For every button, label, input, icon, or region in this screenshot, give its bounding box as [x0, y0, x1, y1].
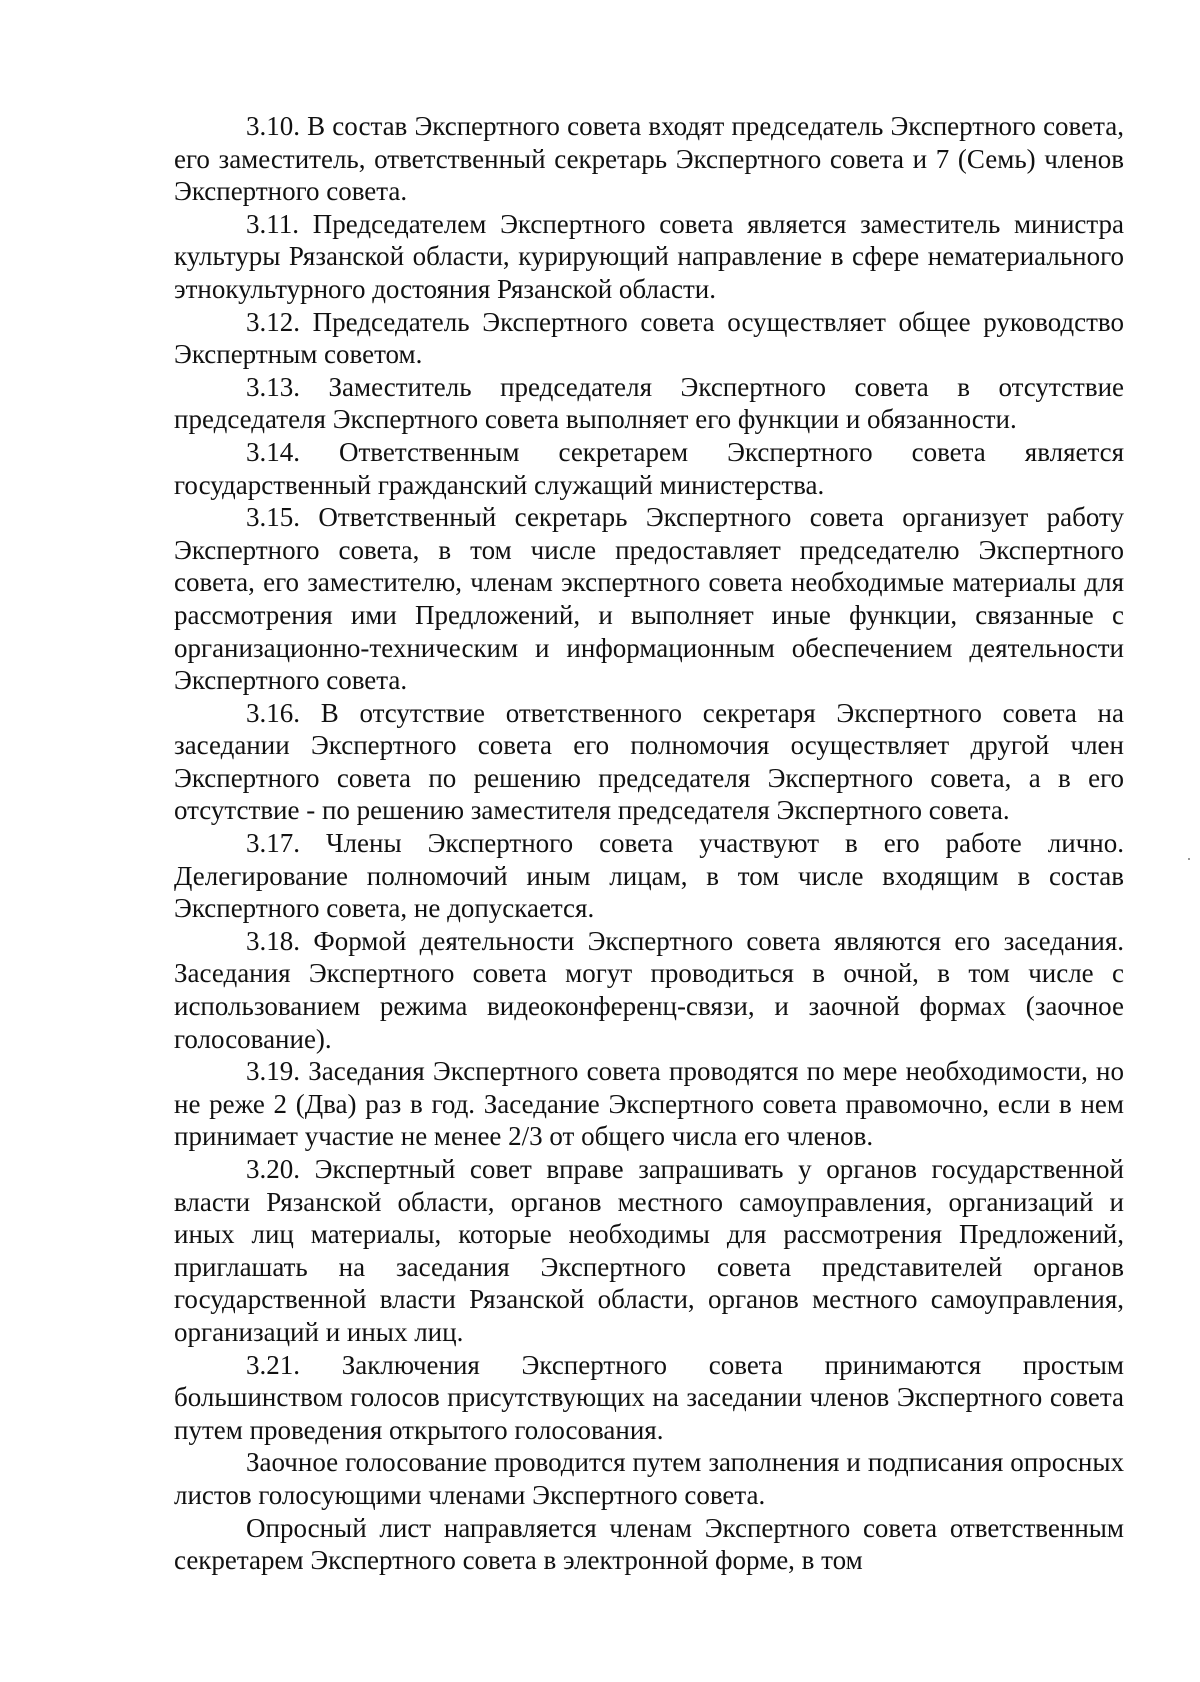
paragraph-3-21: 3.21. Заключения Экспертного совета принимаются простым большинством голосов присутствующих на заседании членов Экспертного совета путем проведения открытого голосования. — [174, 1349, 1124, 1445]
document-page — [174, 110, 1124, 1577]
paragraph-3-14: 3.14. Ответственным секретарем Экспертного совета является государственный гражданский служащий министерства. — [174, 436, 1124, 500]
paragraph-remote-voting: Заочное голосование проводится путем заполнения и подписания опросных листов голосующими членами Экспертного совета. — [174, 1447, 1124, 1510]
paragraph-3-19: 3.19. Заседания Экспертного совета проводятся по мере необходимости, но не реже 2 (Два) раз в год. Заседание Экспертного совета правомочно, если в нем принимает участие не менее 2/3 от общего числа его членов. — [174, 1056, 1124, 1152]
paragraph-3-16: 3.16. В отсутствие ответственного секретаря Экспертного совета на заседании Экспертного совета его полномочия осуществляет другой член Экспертного совета по решению председателя Экспертного совета, а в его отсутствие - по решению заместителя председателя Экспертного совета. — [174, 697, 1124, 826]
paragraph-3-13: 3.13. Заместитель председателя Экспертного совета в отсутствие председателя Экспертного совета выполняет его функции и обязанности. — [174, 371, 1124, 435]
paragraph-3-12: 3.12. Председатель Экспертного совета осуществляет общее руководство Экспертным советом. — [174, 306, 1124, 370]
paragraph-3-17: 3.17. Члены Экспертного совета участвуют в его работе лично. Делегирование полномочий иным лицам, в том числе входящим в состав Экспертного совета, не допускается. — [174, 828, 1124, 924]
paragraph-3-18: 3.18. Формой деятельности Экспертного совета являются его заседания. Заседания Экспертного совета могут проводиться в очной, в том числе с использованием режима видеоконференц-связи, и заочной формах (заочное голосование). — [174, 925, 1124, 1054]
paragraph-3-20: 3.20. Экспертный совет вправе запрашивать у органов государственной власти Рязанской области, органов местного самоуправления, организаций и иных лиц материалы, которые необходимы для рассмотрения Предложений, приглашать на заседания Экспертного совета представителей органов государственной власти Рязанской области, органов местного самоуправления, организаций и иных лиц. — [174, 1154, 1124, 1347]
paragraph-3-15: 3.15. Ответственный секретарь Экспертного совета организует работу Экспертного совета, в том числе предоставляет председателю Экспертного совета, его заместителю, членам экспертного совета необходимые материалы для рассмотрения ими Предложений, и выполняет иные функции, связанные с организационно-техническим и информационным обеспечением деятельности Экспертного совета. — [174, 502, 1124, 696]
paragraph-questionnaire: Опросный лист направляется членам Экспертного совета ответственным секретарем Экспертного совета в электронной форме, в том — [174, 1512, 1124, 1576]
scan-artifact-dot — [1188, 858, 1190, 860]
paragraph-3-11: 3.11. Председателем Экспертного совета является заместитель министра культуры Рязанской области, курирующий направление в сфере нематериального этнокультурного достояния Рязанской области. — [174, 208, 1124, 304]
paragraph-3-10: 3.10. В состав Экспертного совета входят председатель Экспертного совета, его заместитель, ответственный секретарь Экспертного совета и 7 (Семь) членов Экспертного совета. — [174, 111, 1124, 207]
